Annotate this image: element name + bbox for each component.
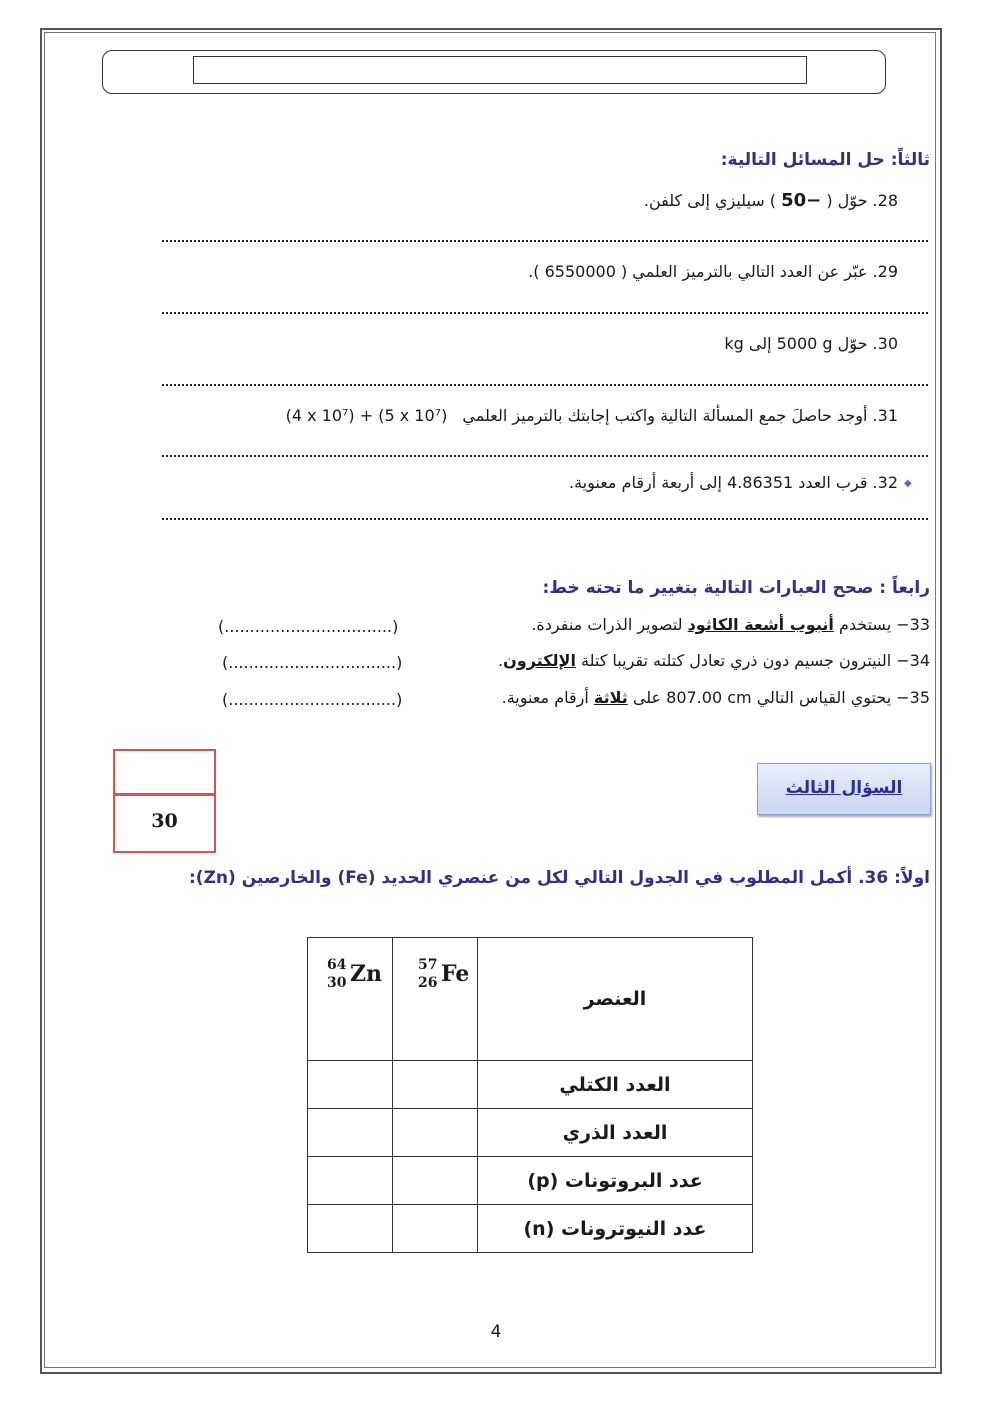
question-29: 29. عبّر عن العدد التالي بالترميز العلمي ( 6550000 ). — [528, 262, 898, 281]
question-28: 28. حوّل ( 50− ) سيليزي إلى كلفن. — [643, 190, 898, 211]
row-label-protons: عدد البروتونات (p) — [478, 1157, 753, 1205]
fe-atomic-number-cell[interactable] — [393, 1109, 478, 1157]
question-30: 30. حوّل 5000 g إلى kg — [724, 334, 898, 353]
answer-line-31 — [162, 455, 928, 457]
element-table — [307, 937, 753, 1253]
fe-mass-number-cell[interactable] — [393, 1061, 478, 1109]
answer-line-30 — [162, 384, 928, 386]
fe-nuclide: 57 26 Fe — [418, 957, 470, 991]
fe-protons-cell[interactable] — [393, 1157, 478, 1205]
question-34: 34− النيترون جسيم دون ذري تعادل كتلته تقريبا كتلة الإلكترون. — [498, 651, 930, 670]
answer-33[interactable]: (.................................) — [218, 617, 399, 636]
zn-header-cell — [308, 938, 393, 1061]
score-earned-box[interactable] — [113, 749, 216, 795]
bullet-icon: ◆ — [904, 478, 912, 489]
header-field — [193, 56, 807, 84]
question-32: 32. قرب العدد 4.86351 إلى أربعة أرقام معنوية. — [568, 473, 898, 492]
zn-atomic-number-cell[interactable] — [308, 1109, 393, 1157]
zn-nuclide: 64 30 Zn — [327, 957, 383, 991]
row-label-atomic-number: العدد الذري — [478, 1109, 753, 1157]
element-header-label: العنصر — [478, 938, 753, 1061]
row-label-neutrons: عدد النيوترونات (n) — [478, 1205, 753, 1253]
section4-title: رابعاً : صحح العبارات التالية بتغيير ما تحته خط: — [542, 578, 930, 598]
answer-35[interactable]: (.................................) — [222, 690, 403, 709]
answer-line-29 — [162, 312, 928, 314]
question3-header — [757, 763, 931, 815]
zn-mass-number-cell[interactable] — [308, 1061, 393, 1109]
score-total-box — [113, 794, 216, 853]
fe-neutrons-cell[interactable] — [393, 1205, 478, 1253]
q31-expression: (4 x 10⁷) + (5 x 10⁷) — [285, 406, 448, 425]
score-total: 30 — [151, 810, 178, 832]
page-number: 4 — [490, 1322, 502, 1342]
row-label-mass-number: العدد الكتلي — [478, 1061, 753, 1109]
zn-protons-cell[interactable] — [308, 1157, 393, 1205]
section3-title: ثالثاً: حل المسائل التالية: — [720, 150, 930, 170]
answer-line-32 — [162, 518, 928, 520]
question-31: 31. أوجد حاصلَ جمع المسألة التالية واكتب إجابتك بالترميز العلمي (4 x 10⁷) + (5 x 10⁷) — [285, 406, 898, 425]
question-35: 35− يحتوي القياس التالي 807.00 cm على ثلاثة أرقام معنوية. — [501, 688, 930, 707]
zn-neutrons-cell[interactable] — [308, 1205, 393, 1253]
fe-header-cell — [393, 938, 478, 1061]
question-36: اولاً: 36. أكمل المطلوب في الجدول التالي لكل من عنصري الحديد (Fe) والخارصين (Zn): — [189, 868, 930, 888]
question-33: 33− يستخدم أنبوب أشعة الكاثود لتصوير الذرات منفردة. — [531, 615, 930, 634]
question3-label: السؤال الثالث — [785, 778, 903, 798]
answer-34[interactable]: (.................................) — [222, 653, 403, 672]
answer-line-28 — [162, 240, 928, 242]
